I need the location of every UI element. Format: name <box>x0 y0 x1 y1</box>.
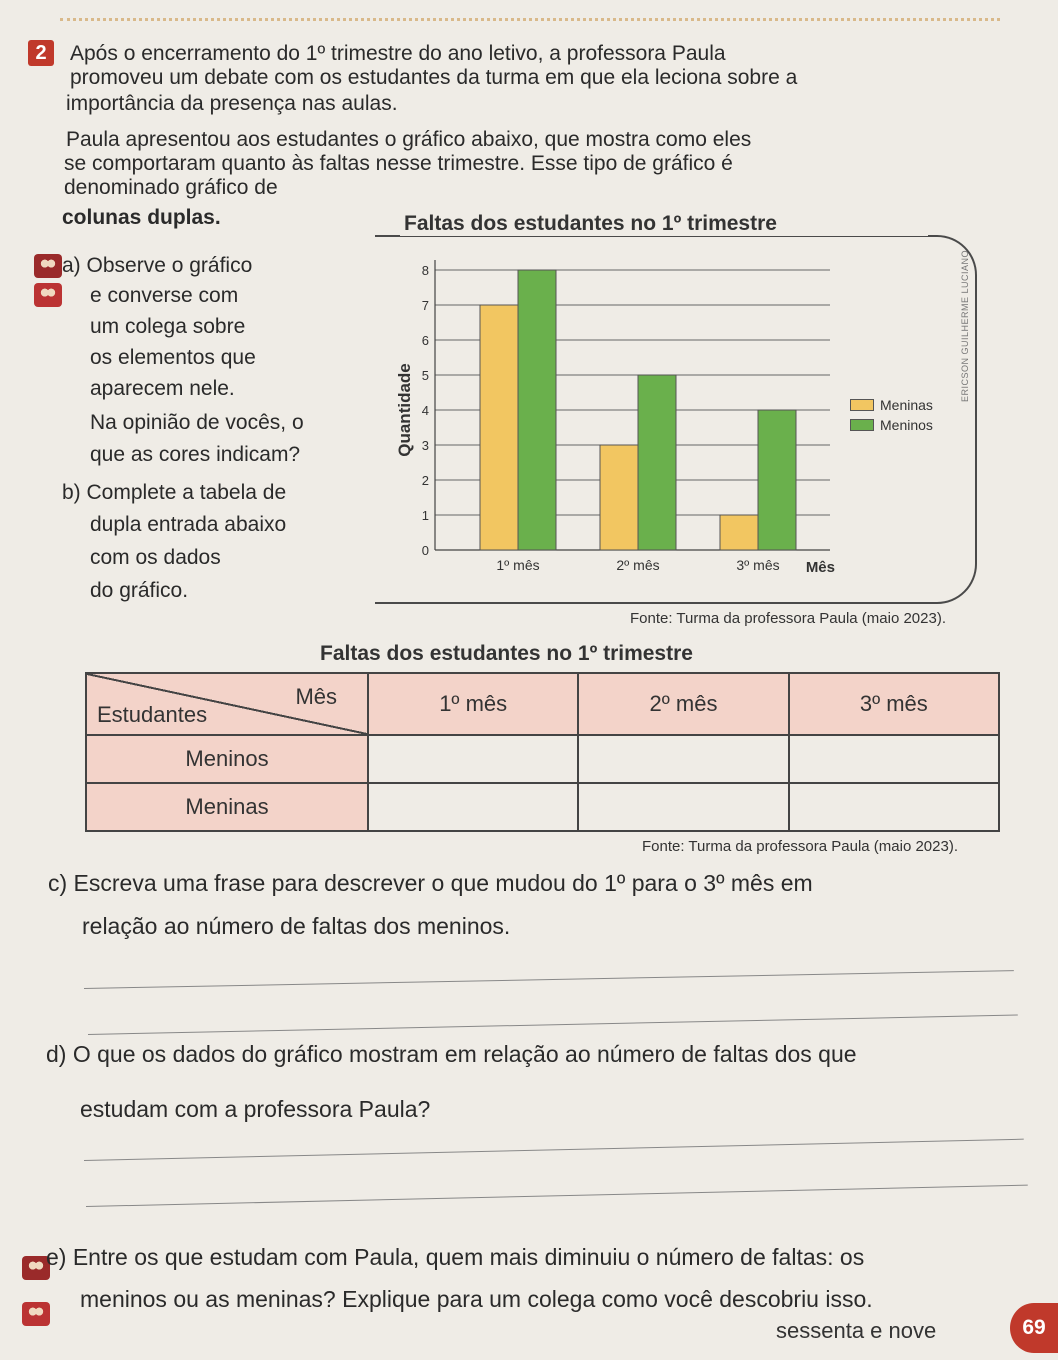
y-tick-label: 1 <box>421 508 429 523</box>
col-header-1: 1º mês <box>368 673 578 735</box>
chart-title: Faltas dos estudantes no 1º trimestre <box>400 212 928 236</box>
y-tick-label: 4 <box>421 403 429 418</box>
item-a-line-1: a) Observe o gráfico <box>62 254 253 277</box>
item-a-line-2: e converse com <box>90 284 239 307</box>
item-d-line-2: estudam com a professora Paula? <box>80 1096 431 1122</box>
corner-label-mes: Mês <box>295 684 337 709</box>
y-tick-label: 6 <box>421 333 429 348</box>
y-tick-label: 5 <box>421 368 429 383</box>
bar-meninas-2 <box>600 445 638 550</box>
bar-meninos-3 <box>758 410 796 550</box>
chart-source: Fonte: Turma da professora Paula (maio 2023). <box>630 610 946 627</box>
legend-label-meninas: Meninas <box>880 397 933 413</box>
discussion-icon <box>34 283 62 307</box>
answer-line-c-2[interactable] <box>88 1015 1018 1035</box>
intro-line-3: importância da presença nas aulas. <box>66 92 398 115</box>
table-header-row <box>86 673 999 735</box>
item-a-line-7: que as cores indicam? <box>90 443 301 466</box>
diagonal-header <box>87 674 367 734</box>
answer-line-d-2[interactable] <box>86 1185 1028 1207</box>
col-header-3: 3º mês <box>789 673 999 735</box>
cell-meninas-1[interactable] <box>368 783 578 831</box>
table-row <box>86 783 999 831</box>
y-tick-label: 2 <box>421 473 429 488</box>
item-d-line-1: d) O que os dados do gráfico mostram em relação ao número de faltas dos que <box>46 1041 857 1067</box>
item-a-line-5: aparecem nele. <box>90 377 235 400</box>
x-axis-label: Mês <box>805 559 835 576</box>
bar-meninos-2 <box>638 375 676 550</box>
item-e-line-1: e) Entre os que estudam com Paula, quem mais diminuiu o número de faltas: os <box>46 1244 865 1270</box>
table-corner-cell <box>86 673 368 735</box>
legend-label-meninos: Meninos <box>880 417 933 433</box>
cell-meninos-3[interactable] <box>789 735 999 783</box>
row-header-meninas: Meninas <box>86 783 368 831</box>
page-number-badge: 69 <box>1010 1303 1058 1353</box>
double-entry-table <box>85 672 1000 832</box>
question-number-badge: 2 <box>28 40 54 66</box>
corner-label-estudantes: Estudantes <box>97 702 208 727</box>
top-dotted-rule <box>60 8 1000 21</box>
bar-meninas-3 <box>720 515 758 550</box>
y-tick-label: 7 <box>421 298 429 313</box>
x-tick-label: 1º mês <box>496 557 540 573</box>
page-number-words: sessenta e nove <box>776 1318 937 1343</box>
cell-meninas-2[interactable] <box>578 783 788 831</box>
item-a-line-6: Na opinião de vocês, o <box>90 411 304 434</box>
item-e-line-2: meninos ou as meninas? Explique para um colega como você descobriu isso. <box>80 1286 873 1312</box>
cell-meninos-1[interactable] <box>368 735 578 783</box>
y-axis-label: Quantidade <box>395 363 414 457</box>
legend-item-meninos <box>850 415 933 435</box>
item-b-line-3: com os dados <box>90 546 221 569</box>
row-header-meninos: Meninos <box>86 735 368 783</box>
intro-line-6: denominado gráfico de <box>64 176 278 199</box>
intro-line-5: se comportaram quanto às faltas nesse trimestre. Esse tipo de gráfico é <box>64 152 733 175</box>
item-c-line-1: c) Escreva uma frase para descrever o que mudou do 1º para o 3º mês em <box>48 870 813 896</box>
chart-legend <box>850 395 933 435</box>
legend-swatch-meninos <box>850 419 874 431</box>
table-row <box>86 735 999 783</box>
y-tick-label: 8 <box>421 263 429 278</box>
item-a-line-4: os elementos que <box>90 346 256 369</box>
y-tick-label: 3 <box>421 438 429 453</box>
intro-line-4: Paula apresentou aos estudantes o gráfico abaixo, que mostra como eles <box>66 128 752 151</box>
table-source: Fonte: Turma da professora Paula (maio 2023). <box>642 838 958 855</box>
legend-item-meninas <box>850 395 933 415</box>
cell-meninos-2[interactable] <box>578 735 788 783</box>
item-b-line-1: b) Complete a tabela de <box>62 481 287 504</box>
pair-work-icon <box>34 254 62 278</box>
illustrator-credit: ERICSON GUILHERME LUCIANO <box>960 250 970 403</box>
y-tick-label: 0 <box>421 543 429 558</box>
intro-line-7: colunas duplas. <box>62 206 221 229</box>
discussion-icon-e <box>22 1302 50 1326</box>
item-a-line-3: um colega sobre <box>90 315 246 338</box>
item-c-line-2: relação ao número de faltas dos meninos. <box>82 913 511 939</box>
bar-meninas-1 <box>480 305 518 550</box>
answer-line-d-1[interactable] <box>84 1139 1024 1161</box>
cell-meninas-3[interactable] <box>789 783 999 831</box>
col-header-2: 2º mês <box>578 673 788 735</box>
legend-swatch-meninas <box>850 399 874 411</box>
bar-meninos-1 <box>518 270 556 550</box>
x-tick-label: 3º mês <box>736 557 780 573</box>
item-b-line-2: dupla entrada abaixo <box>90 513 287 536</box>
item-b-line-4: do gráfico. <box>90 579 189 602</box>
bar-chart <box>380 250 860 590</box>
intro-line-2: promoveu um debate com os estudantes da turma em que ela leciona sobre a <box>70 66 798 89</box>
table-title: Faltas dos estudantes no 1º trimestre <box>320 642 693 665</box>
answer-line-c-1[interactable] <box>84 970 1014 989</box>
x-tick-label: 2º mês <box>616 557 660 573</box>
intro-line-1: Após o encerramento do 1º trimestre do ano letivo, a professora Paula <box>70 42 726 65</box>
